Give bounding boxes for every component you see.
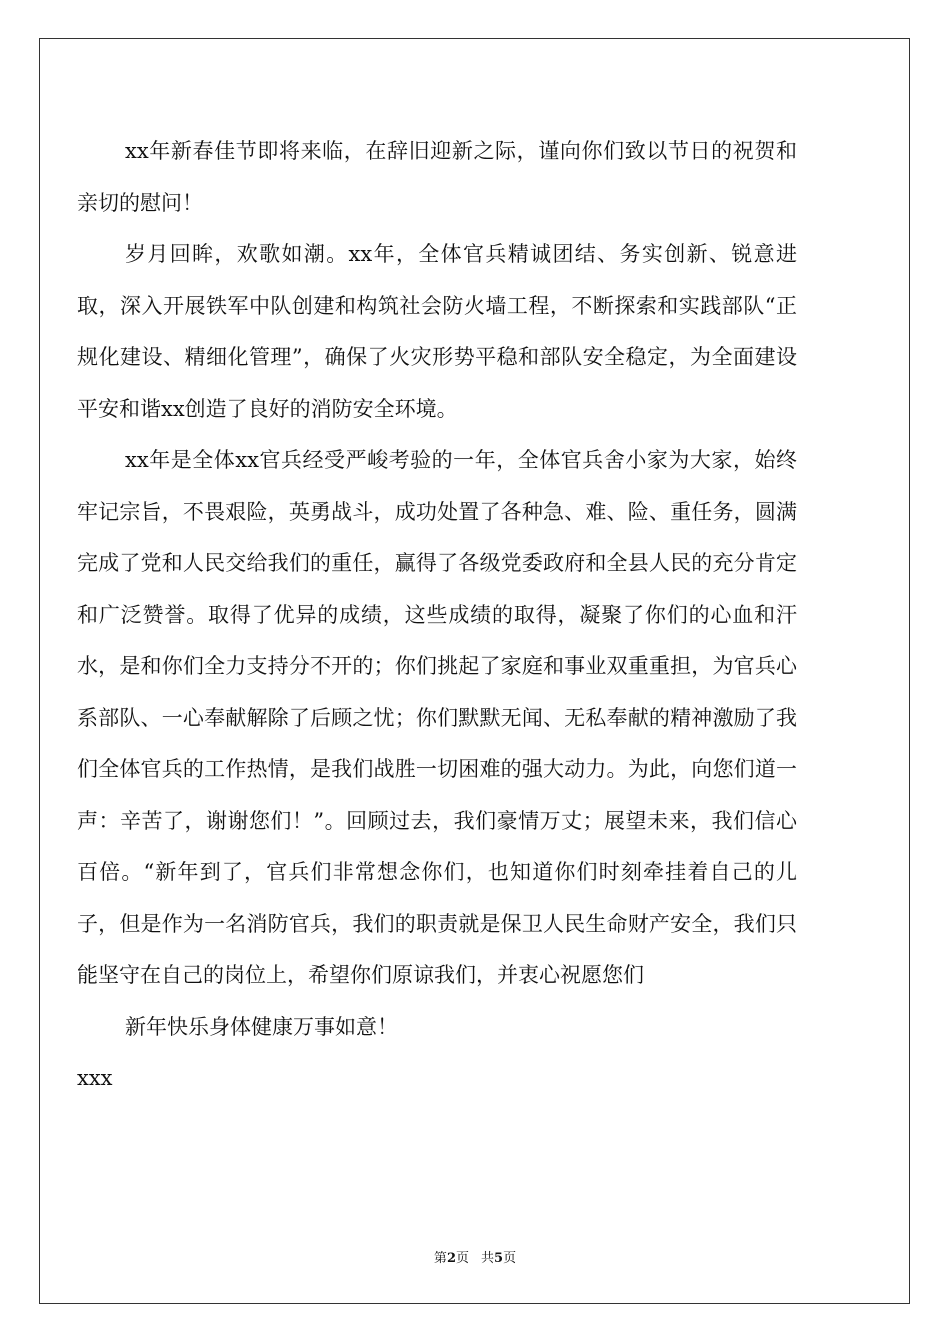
page-unit: 页 bbox=[455, 1251, 469, 1266]
letter-body bbox=[77, 126, 797, 1105]
page-prefix: 第 bbox=[433, 1251, 447, 1266]
signature: xxx bbox=[77, 1066, 113, 1090]
paragraph-review: 岁月回眸，欢歌如潮。xx年，全体官兵精诚团结、务实创新、锐意进取，深入开展铁军中队创建和构筑社会防火墙工程，不断探索和实践部队“正规化建设、精细化管理”，确保了火灾形势平稳和部队安全稳定，为全面建设平安和谐xx创造了良好的消防安全环境。 bbox=[77, 242, 797, 421]
paragraph-greeting: xx年新春佳节即将来临，在辞旧迎新之际，谨向你们致以节日的祝贺和亲切的慰问！ bbox=[77, 139, 797, 215]
total-prefix: 共 bbox=[481, 1251, 495, 1266]
paragraph-achievements: xx年是全体xx官兵经受严峻考验的一年，全体官兵舍小家为大家，始终牢记宗旨，不畏艰险，英勇战斗，成功处置了各种急、难、险、重任务，圆满完成了党和人民交给我们的重任，赢得了各级党委政府和全县人民的充分肯定和广泛赞誉。取得了优异的成绩，这些成绩的取得，凝聚了你们的心血和汗水，是和你们全力支持分不开的；你们挑起了家庭和事业双重重担，为官兵心系部队、一心奉献解除了后顾之忧；你们默默无闻、无私奉献的精神激励了我们全体官兵的工作热情，是我们战胜一切困难的强大动力。为此，向您们道一声：辛苦了，谢谢您们！”。回顾过去，我们豪情万丈；展望未来，我们信心百倍。“新年到了，官兵们非常想念你们，也知道你们时刻牵挂着自己的儿子，但是作为一名消防官兵，我们的职责就是保卫人民生命财产安全，我们只能坚守在自己的岗位上，希望你们原谅我们，并衷心祝愿您们 bbox=[77, 448, 797, 987]
total-unit: 页 bbox=[503, 1251, 517, 1266]
page-current: 2 bbox=[446, 1251, 456, 1266]
page-footer bbox=[0, 1247, 950, 1266]
page-total: 5 bbox=[494, 1251, 504, 1266]
paragraph-wishes: 新年快乐身体健康万事如意！ bbox=[125, 1014, 398, 1039]
